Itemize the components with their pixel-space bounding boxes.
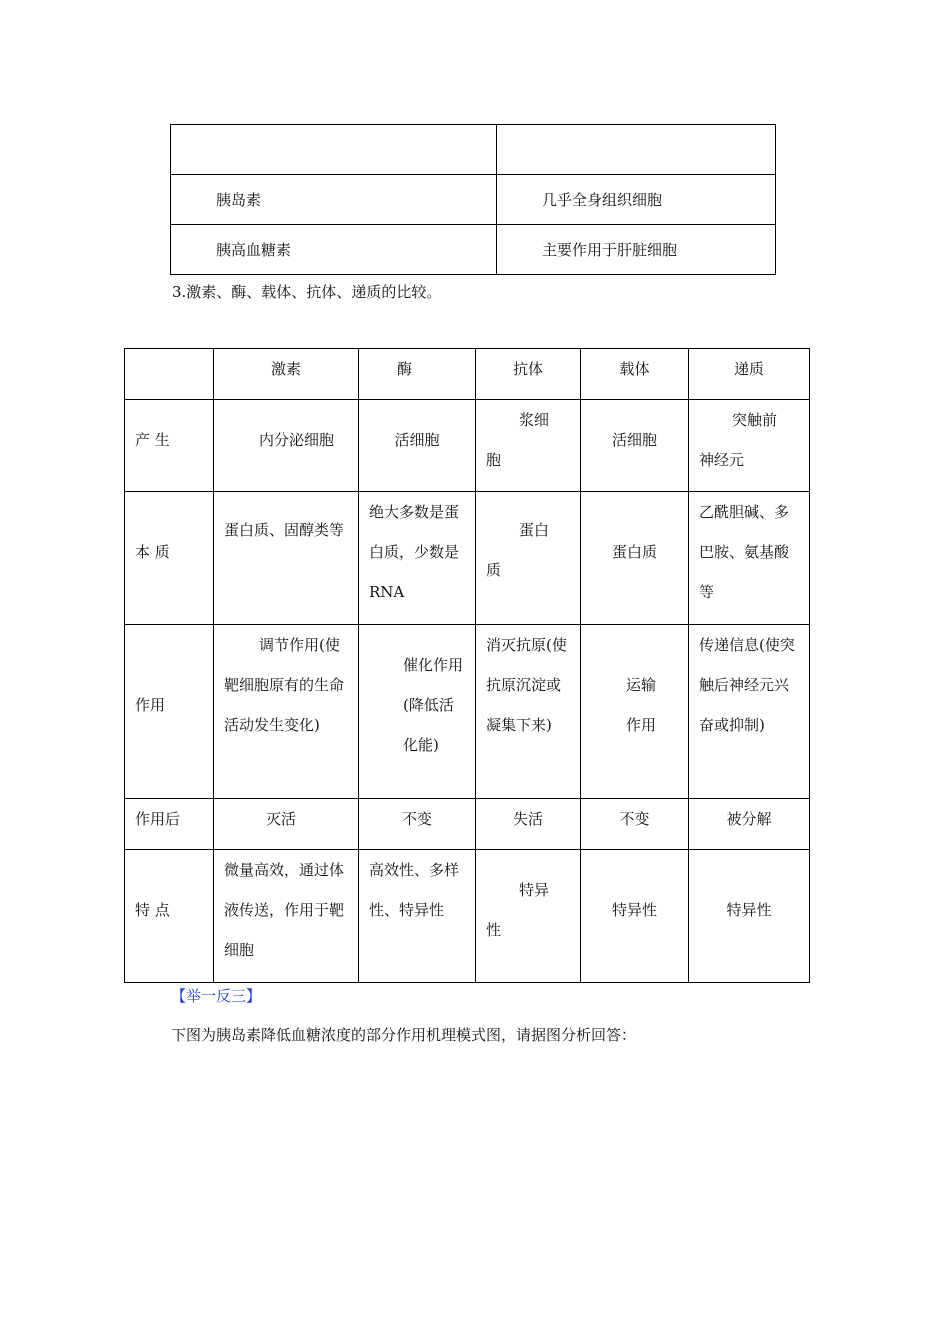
- header-cell: 递质: [689, 349, 810, 400]
- row-label: 作用: [125, 625, 214, 799]
- table-cell: [497, 225, 776, 275]
- table-cell: [497, 175, 776, 225]
- table-row: [171, 175, 776, 225]
- table-cell: 运输作用: [581, 625, 689, 799]
- header-cell: 抗体: [476, 349, 581, 400]
- table-cell: 失活: [476, 799, 581, 850]
- table-cell: 活细胞: [359, 400, 476, 492]
- target-cells: 几乎全身组织细胞: [542, 191, 663, 209]
- table-row: [125, 492, 810, 625]
- table-cell: 特异性: [581, 850, 689, 983]
- table-caption: 3.激素、酶、载体、抗体、递质的比较。: [172, 283, 442, 301]
- table-cell: 高效性、多样性、特异性: [359, 850, 476, 983]
- hormone-name: 胰岛素: [216, 191, 262, 209]
- table-cell: 被分解: [689, 799, 810, 850]
- table-cell: 不变: [359, 799, 476, 850]
- table-cell: [171, 125, 497, 175]
- table-row: [125, 850, 810, 983]
- header-cell: [125, 349, 214, 400]
- table-cell: [171, 175, 497, 225]
- table-cell: 绝大多数是蛋白质，少数是RNA: [359, 492, 476, 625]
- table-cell: 内分泌细胞: [214, 400, 359, 492]
- header-cell: 激素: [214, 349, 359, 400]
- header-cell: 载体: [581, 349, 689, 400]
- comparison-table: [124, 348, 810, 983]
- table-row: [125, 400, 810, 492]
- section-heading: 【举一反三】: [171, 987, 262, 1005]
- table-cell: 特异性: [476, 850, 581, 983]
- table-row: [171, 225, 776, 275]
- row-label: 作用后: [125, 799, 214, 850]
- table-cell: 浆细胞: [476, 400, 581, 492]
- row-label: 本 质: [125, 492, 214, 625]
- table-cell: 催化作用(降低活化能): [359, 625, 476, 799]
- header-cell: 酶: [359, 349, 476, 400]
- table-cell: 传递信息(使突触后神经元兴奋或抑制): [689, 625, 810, 799]
- table-cell: 蛋白质、固醇类等: [214, 492, 359, 625]
- table-cell: 活细胞: [581, 400, 689, 492]
- table-row: [171, 125, 776, 175]
- table-header-row: [125, 349, 810, 400]
- table-cell: 灭活: [214, 799, 359, 850]
- table-cell: 特异性: [689, 850, 810, 983]
- hormone-name: 胰高血糖素: [216, 241, 292, 259]
- table-cell: 蛋白质: [476, 492, 581, 625]
- table-cell: 微量高效，通过体液传送，作用于靶细胞: [214, 850, 359, 983]
- table-row: [125, 625, 810, 799]
- table-cell: [497, 125, 776, 175]
- table-cell: 乙酰胆碱、多巴胺、氨基酸等: [689, 492, 810, 625]
- table-cell: 蛋白质: [581, 492, 689, 625]
- target-cell-table: [170, 124, 776, 275]
- row-label: 特 点: [125, 850, 214, 983]
- table-cell: 调节作用(使靶细胞原有的生命活动发生变化): [214, 625, 359, 799]
- row-label: 产 生: [125, 400, 214, 492]
- table-cell: 消灭抗原(使抗原沉淀或凝集下来): [476, 625, 581, 799]
- table-cell: 突触前神经元: [689, 400, 810, 492]
- table-cell: [171, 225, 497, 275]
- target-cells: 主要作用于肝脏细胞: [542, 241, 678, 259]
- question-text: 下图为胰岛素降低血糖浓度的部分作用机理模式图，请据图分析回答：: [171, 1026, 637, 1044]
- table-row: [125, 799, 810, 850]
- table-cell: 不变: [581, 799, 689, 850]
